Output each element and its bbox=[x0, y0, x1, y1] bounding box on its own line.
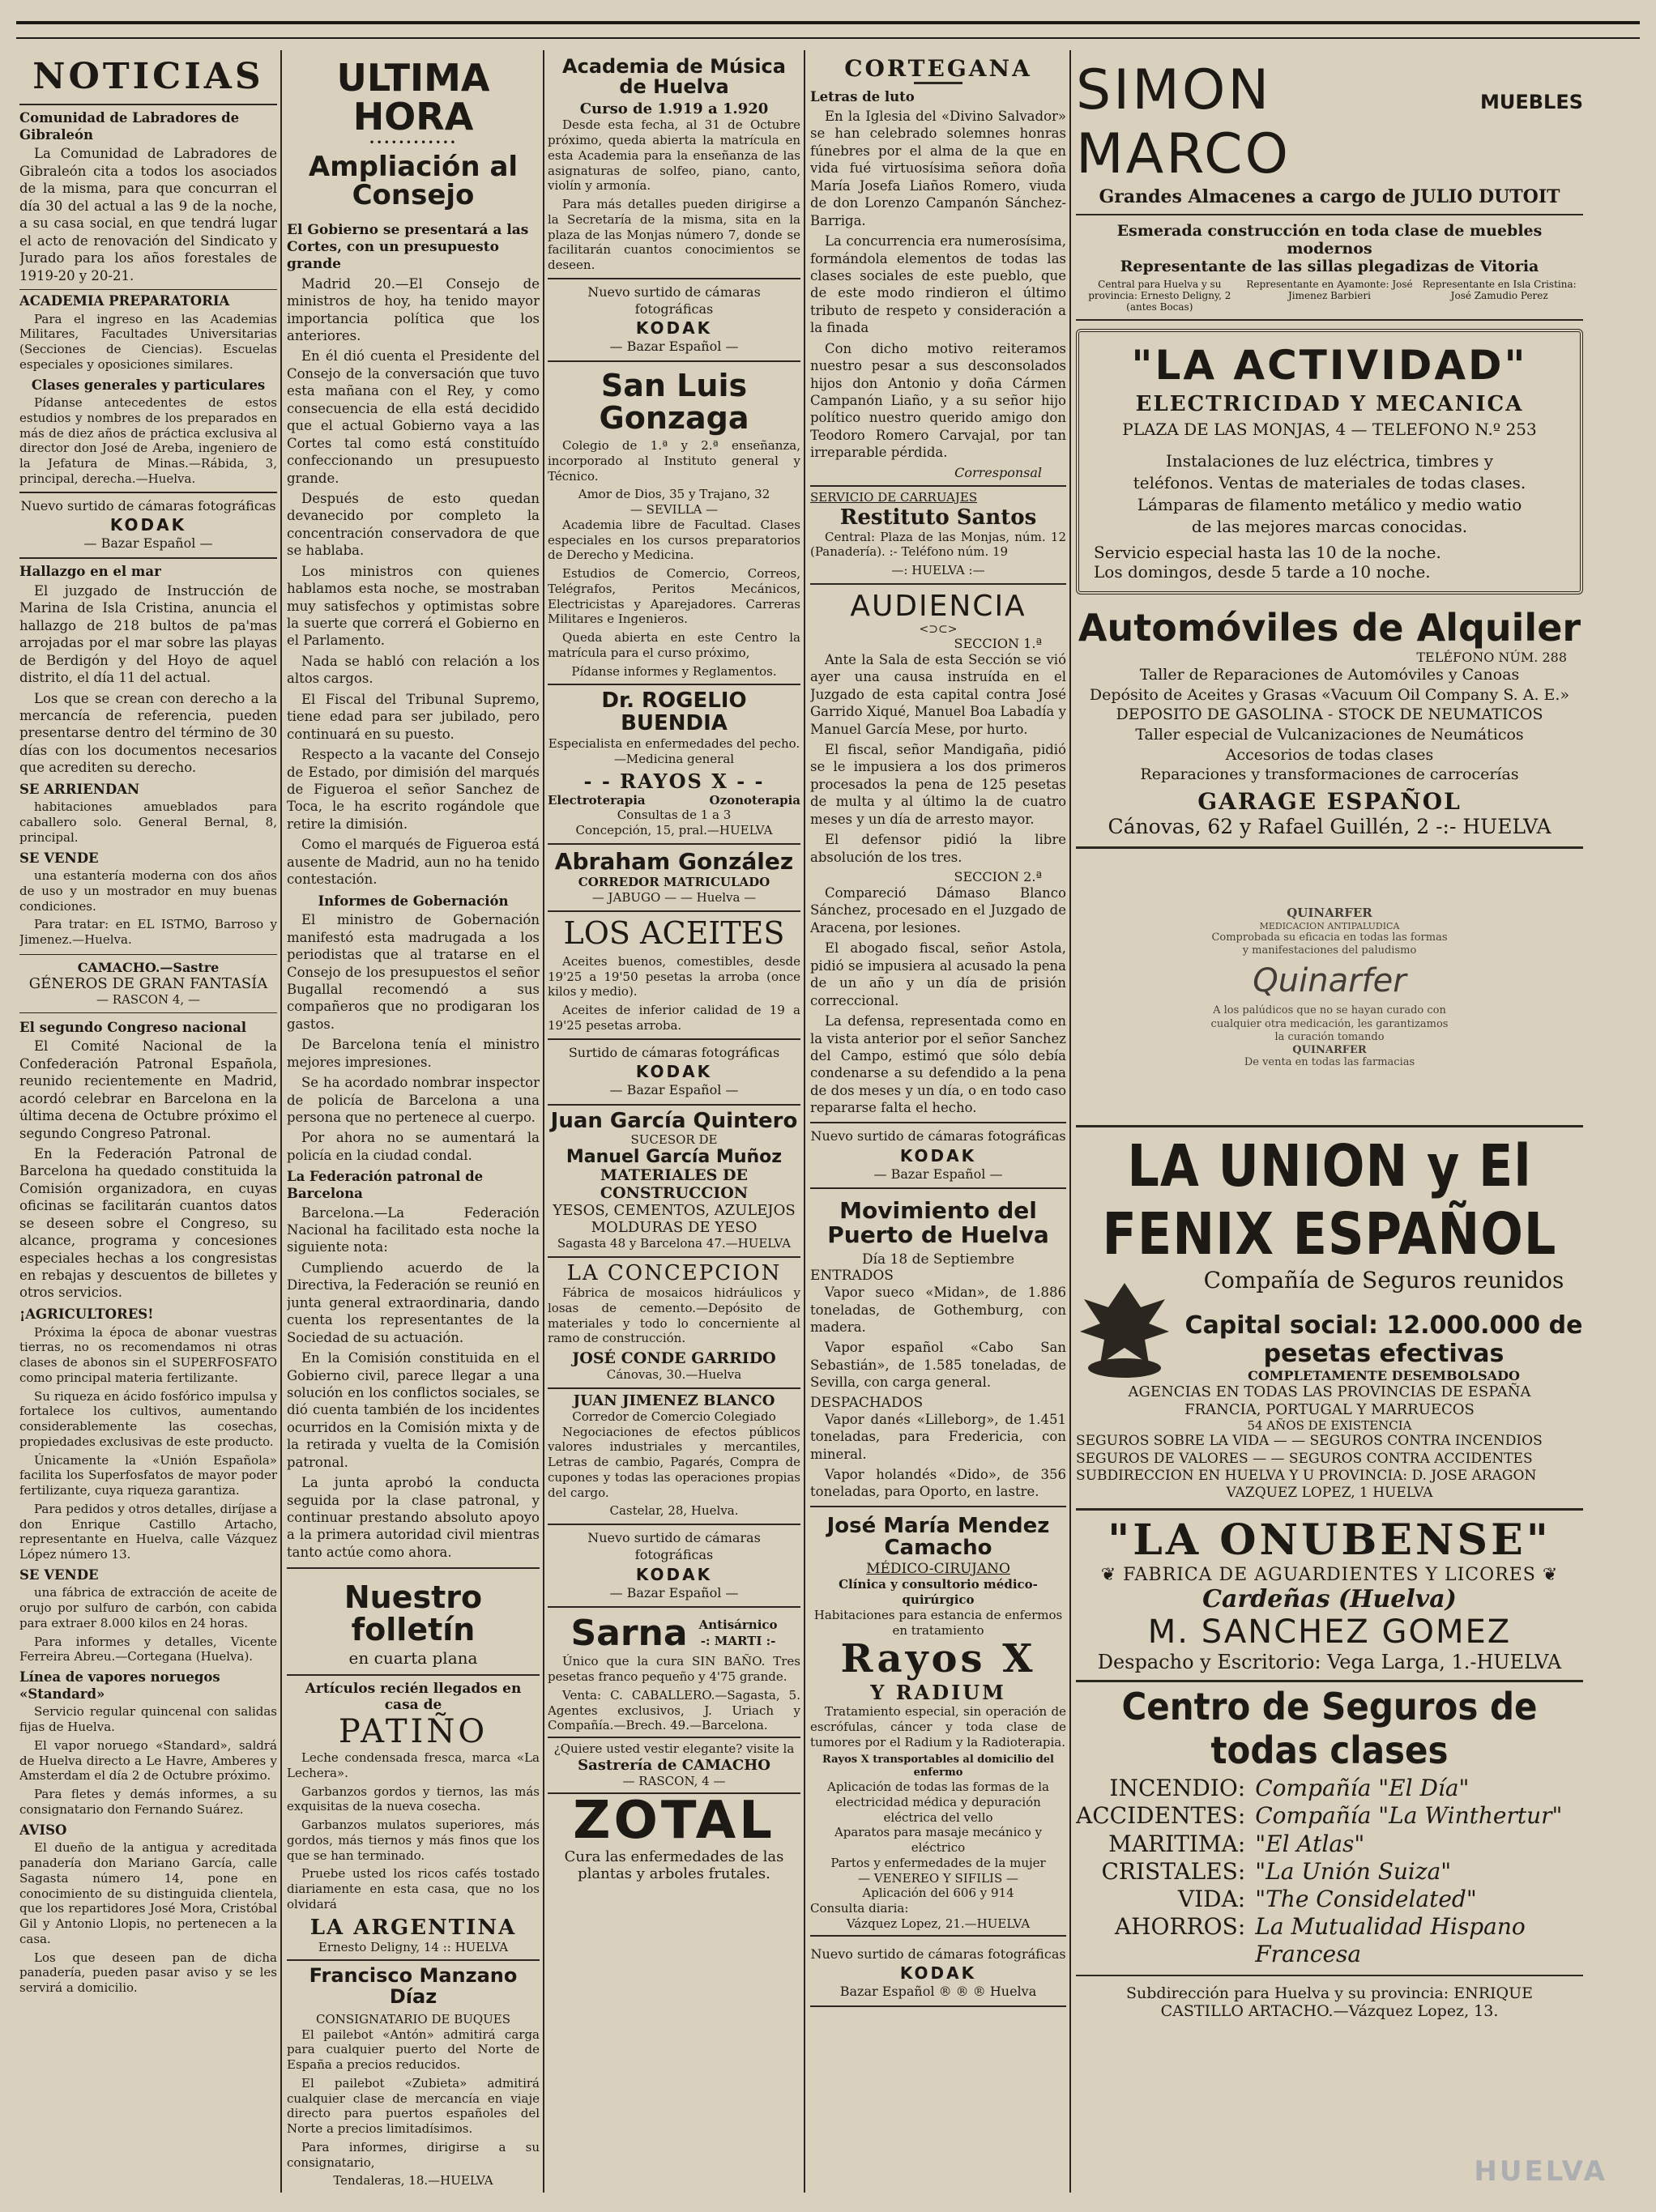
fenix-p9: SUBDIRECCION EN HUELVA Y U PROVINCIA: D. JOSE ARAGON bbox=[1076, 1467, 1537, 1484]
quintero-name: Juan García Quintero bbox=[550, 1109, 798, 1134]
quinarfer-top: QUINARFER bbox=[1287, 906, 1372, 921]
federacion-p4: La junta aprobó la conducta seguida por la clase patronal, y continuar prestando absoluto apoyo a la primera autoridad civil mientras tanto actúe como ahora. bbox=[287, 1475, 540, 1560]
camacho-addr: — RASCON 4, — bbox=[96, 991, 200, 1007]
seguro-company: Compañía "La Winthertur" bbox=[1255, 1802, 1563, 1830]
kodak-line1: Surtido de cámaras fotográficas bbox=[568, 1044, 780, 1060]
fenix-p7: SEGUROS SOBRE LA VIDA — — SEGUROS CONTRA INCENDIOS bbox=[1076, 1433, 1543, 1450]
kodak-line1: Nuevo surtido de cámaras fotográficas bbox=[587, 1530, 761, 1562]
audiencia-p5: El abogado fiscal, señor Astola, pidió se impusiera al acusado la pena de un año y un día de prisión correccional. bbox=[810, 940, 1066, 1008]
auto-p3: DEPOSITO DE GASOLINA - STOCK DE NEUMATICOS bbox=[1116, 705, 1543, 724]
despachados-title: DESPACHADOS bbox=[810, 1394, 924, 1411]
simon-p1: Esmerada construcción en toda clase de muebles modernos bbox=[1116, 222, 1543, 258]
sarna-p2: Venta: C. CABALLERO.—Sagasta, 5. Agentes exclusivos, J. Uriach y Compañía.—Brech. 49.—Barcelona. bbox=[548, 1687, 800, 1733]
column-noticias bbox=[19, 50, 277, 2193]
simon-rep-c: Representante en Isla Cristina: José Zamudio Perez bbox=[1422, 279, 1577, 301]
ampliacion-p3: Después de esto quedan devanecido por completo la concentración conservadora de que se hablaba. bbox=[287, 490, 540, 559]
conde-name: JOSÉ CONDE GARRIDO bbox=[572, 1349, 776, 1368]
onubense-title: "LA ONUBENSE" bbox=[1108, 1515, 1551, 1566]
mendez-p5: Rayos X transportables al domicilio del enfermo bbox=[822, 1753, 1054, 1779]
auto-p6: Reparaciones y transformaciones de carrocerías bbox=[1140, 765, 1519, 784]
aviso-text2: Los que deseen pan de dicha panadería, pueden pasar aviso y se les servirá a domicilio. bbox=[19, 1950, 277, 1996]
camacho-ad bbox=[19, 954, 277, 1013]
congreso-title: El segundo Congreso nacional bbox=[19, 1019, 247, 1035]
seguro-company: "El Atlas" bbox=[1255, 1830, 1365, 1857]
manzano-p1: El pailebot «Antón» admitirá carga para cualquier puerto del Norte de España a precios reducidos. bbox=[287, 2027, 540, 2072]
vapores-text1: Servicio regular quincenal con salidas fijas de Huelva. bbox=[19, 1704, 277, 1735]
kodak-ad bbox=[548, 278, 800, 362]
mendez-p8: Partos y enfermedades de la mujer bbox=[830, 1855, 1046, 1870]
simon-name: SIMON MARCO bbox=[1076, 58, 1291, 186]
quintero-mat: MATERIALES DE CONSTRUCCION bbox=[600, 1166, 749, 1203]
actividad-p3: Instalaciones de luz eléctrica, timbres y teléfonos. Ventas de materiales de todas clases. Lámparas de filamento metálico y medio watio de las mejores marcas conocidas. bbox=[1133, 451, 1526, 536]
kodak-line1: Nuevo surtido de cámaras fotográficas bbox=[810, 1127, 1066, 1144]
musica-curso: Curso de 1.919 a 1.920 bbox=[579, 100, 769, 118]
section-header-noticias: NOTICIAS bbox=[19, 50, 277, 105]
agricultores-title: ¡AGRICULTORES! bbox=[19, 1306, 154, 1322]
auto-p5: Accesorios de todas clases bbox=[1225, 745, 1434, 764]
seguro-company: Compañía "El Día" bbox=[1255, 1775, 1470, 1802]
entrados-title: ENTRADOS bbox=[810, 1268, 894, 1285]
manzano-sub: CONSIGNATARIO DE BUQUES bbox=[315, 2011, 511, 2027]
audiencia-p4: Compareció Dámaso Blanco Sánchez, procesado en el Juzgado de Aracena, por lesiones. bbox=[810, 885, 1066, 936]
puerto-p3: Vapor danés «Lilleborg», de 1.451 toneladas, para Fredericia, con mineral. bbox=[810, 1411, 1066, 1462]
jimenez-p2: Negociaciones de efectos públicos valores industriales y mercantiles, Letras de cambio, Pagarés, Compra de cupones y todas las operaciones propias del cargo. bbox=[548, 1424, 800, 1500]
seguro-company: "La Unión Suiza" bbox=[1255, 1857, 1452, 1885]
simon-sub: Grandes Almacenes a cargo de JULIO DUTOIT bbox=[1099, 186, 1560, 207]
audiencia-p1: Ante la Sala de esta Sección se vió ayer una causa instruída en el Juzgado de esta capital contra José Garrido Xiqué, Manuel Boa Labadía y Manuel García Mese, por hurto. bbox=[810, 651, 1066, 737]
separator bbox=[287, 1567, 540, 1569]
abraham-p1: CORREDOR MATRICULADO bbox=[578, 875, 770, 890]
kodak-line2: — Bazar Español — bbox=[609, 1082, 739, 1098]
vende1-text: una estantería moderna con dos años de uso y un mostrador en muy buenas condiciones. bbox=[19, 868, 277, 914]
seccion2-title: SECCION 2.ª bbox=[954, 869, 1042, 885]
federacion-p3: En la Comisión constituida en el Gobierno civil, parece llegar a una solución en los conflictos sociales, se dió cuenta también de los incidentes ocurridos en la Comisión mixta y de la retirada y vuelta de la Comisión patronal. bbox=[287, 1350, 540, 1470]
sastreria-3: — RASCON, 4 — bbox=[548, 1774, 800, 1794]
aviso-text1: El dueño de la antigua y acreditada panadería don Mariano García, calle Sagasta número 14, pone en conocimiento de su distinguida clientela, que los repartidores José Mora, Cristóbal Gil y Antonio Llopis, no pertenecen a la casa. bbox=[19, 1840, 277, 1946]
gobernacion-p1: El ministro de Gobernación manifestó esta madrugada a los periodistas que al tratarse en el Consejo de los presupuestos el señor Bugallal recomendó a sus compañeros que no prodigaran los gastos. bbox=[287, 912, 540, 1032]
column-anuncios-1 bbox=[548, 50, 800, 2193]
luto-p1: En la Iglesia del «Divino Salvador» se han celebrado solemnes honras fúnebres por el alma de la que en vida fué virtuosísima señora doña María Josefa Liaños Romero, viuda de don Lorenzo Campanón Sánchez-Barriga. bbox=[810, 109, 1066, 228]
camacho-line: GÉNEROS DE GRAN FANTASÍA bbox=[28, 974, 268, 992]
seguro-company: La Mutualidad Hispano Francesa bbox=[1255, 1913, 1526, 1968]
manzano-p2: El pailebot «Zubieta» admitirá cualquier clase de mercancía en viaje directo para puertos españoles del Norte a precios limitadísimos. bbox=[287, 2075, 540, 2136]
corresponsal: Corresponsal bbox=[810, 465, 1066, 487]
gonzaga-name: San Luis Gonzaga bbox=[599, 368, 749, 437]
gonzaga-p1: Colegio de 1.ª y 2.ª enseñanza, incorporado al Instituto general y Técnico. bbox=[548, 438, 800, 484]
vapores-text2: El vapor noruego «Standard», saldrá de Huelva directo a Le Havre, Amberes y Amsterdam el día 2 de Octubre próximo. bbox=[19, 1737, 277, 1784]
actividad-p4: Servicio especial hasta las 10 de la noche. bbox=[1094, 543, 1441, 562]
actividad-p1: ELECTRICIDAD Y MECANICA bbox=[1135, 392, 1524, 416]
folletin-sub: en cuarta plana bbox=[287, 1648, 540, 1676]
seguro-kind: AHORROS: bbox=[1114, 1913, 1246, 1941]
gonzaga-city: — SEVILLA — bbox=[630, 502, 719, 518]
santos-name: Restituto Santos bbox=[839, 505, 1037, 530]
arriendan-title: SE ARRIENDAN bbox=[19, 781, 140, 797]
quintero-mat3: MOLDURAS DE YESO bbox=[591, 1219, 758, 1237]
sarna-r1: Antisárnico bbox=[698, 1617, 778, 1633]
fenix-p5: FRANCIA, PORTUGAL Y MARRUECOS bbox=[1184, 1400, 1475, 1418]
audiencia-header: AUDIENCIA bbox=[850, 589, 1026, 623]
simon-rep-b: Representante en Ayamonte: José Jimenez Barbieri bbox=[1246, 279, 1413, 301]
seguro-kind: INCENDIO: bbox=[1109, 1775, 1246, 1802]
hallazgo-text1: El juzgado de Instrucción de Marina de Isla Cristina, anuncia el hallazgo de 218 bultos de pa'mas arrojadas por el mar sobre las playas de Berdigón y del Hoyo de aquel distrito, el día 11 del actual. bbox=[19, 582, 277, 686]
audiencia-ornament: <⊃⊂> bbox=[919, 622, 958, 636]
manzano-addr: Tendaleras, 18.—HUELVA bbox=[333, 2173, 493, 2189]
cortegana-header: CORTEGANA bbox=[844, 55, 1032, 82]
academia-text: Para el ingreso en las Academias Militares, Facultades Universitarias (Secciones de Ciencias). Escuelas especiales y oposiciones similares. bbox=[19, 311, 277, 372]
gobernacion-p2: De Barcelona tenía el ministro mejores impresiones. bbox=[287, 1037, 540, 1070]
audiencia-p3: El defensor pidió la libre absolución de los tres. bbox=[810, 832, 1066, 865]
musica-p2: Para más detalles pueden dirigirse a la Secretaría de la misma, sita en la plaza de las Monjas número 7, donde se facilitarán cuantos conocimientos se deseen. bbox=[548, 197, 800, 273]
auto-p1: Taller de Reparaciones de Automóviles y Canoas bbox=[1139, 666, 1520, 684]
kodak-brand: KODAK bbox=[899, 1963, 977, 1984]
top-rule-thin bbox=[16, 37, 1640, 39]
seguro-kind: MARITIMA: bbox=[1108, 1830, 1246, 1857]
ornament bbox=[914, 82, 962, 84]
manzano-p3: Para informes, dirigirse a su consignatario, bbox=[287, 2139, 540, 2170]
aceites-title: LOS ACEITES bbox=[563, 914, 785, 951]
sarna-title: Sarna bbox=[570, 1613, 688, 1655]
actividad-p2: PLAZA DE LAS MONJAS, 4 — TELEFONO N.º 253 bbox=[1122, 420, 1537, 439]
argentina-addr: Ernesto Deligny, 14 :: HUELVA bbox=[287, 1940, 540, 1962]
quinarfer-p1: Comprobada su eficacia en todas las formas y manifestaciones del paludismo bbox=[1211, 931, 1448, 957]
garage-addr: Cánovas, 62 y Rafael Guillén, 2 -:- HUELVA bbox=[1076, 815, 1583, 849]
fenix-p6: 54 AÑOS DE EXISTENCIA bbox=[1247, 1418, 1412, 1434]
ampliacion-p6: El Fiscal del Tribunal Supremo, tiene edad para ser jubilado, pero continuará en su puesto. bbox=[287, 691, 540, 742]
mendez-p9: — VENEREO Y SIFILIS — bbox=[857, 1870, 1019, 1886]
ampliacion-p7: Respecto a la vacante del Consejo de Estado, por dimisión del marqués de Figueroa el señor Sanchez de Toca, le ha escrito rogándole que retire la dimisión. bbox=[287, 747, 540, 832]
separator bbox=[1076, 214, 1583, 215]
vende2-text2: Para informes y detalles, Vicente Ferreira Abreu.—Cortegana (Huelva). bbox=[19, 1634, 277, 1664]
kodak-brand: KODAK bbox=[109, 515, 187, 535]
puerto-p1: Vapor sueco «Midan», de 1.886 toneladas, de Gothemburg, con madera. bbox=[810, 1285, 1066, 1335]
patino-p2: Garbanzos gordos y tiernos, las más exquisitas de la nueva cosecha. bbox=[287, 1784, 540, 1814]
zotal-sub: Cura las enfermedades de las plantas y arboles frutales. bbox=[564, 1848, 784, 1882]
musica-title: Academia de Música de Huelva bbox=[562, 55, 786, 99]
gobernacion-title: Informes de Gobernación bbox=[318, 893, 509, 909]
kodak-brand: KODAK bbox=[635, 1564, 713, 1584]
kodak-line1: Nuevo surtido de cámaras fotográficas bbox=[20, 497, 276, 514]
column-anuncios-2 bbox=[1076, 50, 1583, 2193]
vapores-title: Línea de vapores noruegos «Standard» bbox=[19, 1669, 220, 1702]
labradores-title: Comunidad de Labradores de Gibraleón bbox=[19, 110, 240, 143]
mendez-rayosx: Rayos X bbox=[840, 1636, 1036, 1682]
buendia-p1: Especialista en enfermedades del pecho.—Medicina general bbox=[548, 735, 800, 766]
kodak-ad bbox=[19, 492, 277, 560]
actividad-ad bbox=[1076, 329, 1583, 595]
academia-sub: Clases generales y particulares bbox=[31, 377, 266, 393]
centro-subdir: Subdirección para Huelva y su provincia: ENRIQUE CASTILLO ARTACHO.—Vázquez Lopez, 13. bbox=[1076, 1975, 1583, 2020]
seguro-kind: VIDA: bbox=[1177, 1885, 1246, 1912]
fenix-p10: VAZQUEZ LOPEZ, 1 HUELVA bbox=[1076, 1485, 1583, 1511]
buendia-right: Ozonoterapia bbox=[709, 793, 800, 808]
puerto-p2: Vapor español «Cabo San Sebastián», de 1.585 toneladas, de Sevilla, con carga general. bbox=[810, 1340, 1066, 1391]
sarna-r2: -: MARTI :- bbox=[700, 1633, 776, 1648]
simon-marco-ad bbox=[1076, 50, 1583, 186]
column-divider bbox=[804, 50, 805, 2193]
quintero-addr: Sagasta 48 y Barcelona 47.—HUELVA bbox=[548, 1236, 800, 1258]
column-divider bbox=[280, 50, 282, 2193]
mendez-p6: Aplicación de todas las formas de la electricidad médica y depuración eléctrica del vello bbox=[827, 1779, 1049, 1825]
auto-p4: Taller especial de Vulcanizaciones de Neumáticos bbox=[1135, 726, 1524, 744]
simon-reps bbox=[1076, 275, 1583, 321]
manzano-name: Francisco Manzano Díaz bbox=[309, 1964, 518, 2008]
mendez-radium: Y RADIUM bbox=[870, 1681, 1006, 1705]
gonzaga-p5: Pídanse informes y Reglamentos. bbox=[548, 664, 800, 686]
abraham-p2: — JABUGO — — Huelva — bbox=[548, 890, 800, 912]
mendez-p10: Aplicación del 606 y 914 bbox=[862, 1886, 1014, 1901]
kodak-line2: — Bazar Español — bbox=[873, 1166, 1003, 1182]
gobernacion-p4: Por ahora no se aumentará la policía en la ciudad condal. bbox=[287, 1130, 540, 1163]
mendez-p7: Aparatos para masaje mecánico y eléctrico bbox=[834, 1825, 1043, 1856]
fenix-p3: COMPLETAMENTE DESEMBOLSADO bbox=[1248, 1368, 1520, 1384]
onubense-p4: Despacho y Escritorio: Vega Larga, 1.-HUELVA bbox=[1076, 1651, 1583, 1682]
fenix-block bbox=[1076, 1267, 1583, 1383]
centro-title: Centro de Seguros de todas clases bbox=[1121, 1685, 1538, 1773]
phoenix-icon bbox=[1076, 1267, 1173, 1380]
patino-p1: Leche condensada fresca, marca «La Lechera». bbox=[287, 1750, 540, 1780]
puerto-p4: Vapor holandés «Dido», de 356 toneladas, para Oporto, en lastre. bbox=[810, 1466, 1066, 1507]
seguro-kind: ACCIDENTES: bbox=[1076, 1802, 1246, 1830]
santos-p2: —: HUELVA :— bbox=[810, 563, 1066, 585]
kodak-brand: KODAK bbox=[635, 1062, 713, 1082]
section-header-ultima-hora: ULTIMA HORA bbox=[336, 56, 490, 139]
quintero-mat2: YESOS, CEMENTOS, AZULEJOS bbox=[553, 1202, 796, 1220]
quinarfer-p2: A los palúdicos que no se hayan curado con cualquier otra medicación, les garantizamos la curación tomando bbox=[1210, 1004, 1449, 1043]
ampliacion-p8: Como el marqués de Figueroa está ausente de Madrid, aun no ha tenido contestación. bbox=[287, 837, 540, 888]
top-rule bbox=[16, 21, 1640, 24]
auto-p2: Depósito de Aceites y Grasas «Vacuum Oil Company S. A. E.» bbox=[1089, 685, 1570, 704]
buendia-name: Dr. ROGELIO BUENDIA bbox=[601, 688, 747, 735]
onubense-p1: ❦ FABRICA DE AGUARDIENTES Y LICORES ❦ bbox=[1100, 1565, 1559, 1586]
aceites-p2: Aceites de inferior calidad de 19 a 19'25 pesetas arroba. bbox=[548, 1003, 800, 1033]
buendia-services bbox=[548, 793, 800, 808]
column-divider bbox=[543, 50, 544, 2193]
seguros-list bbox=[1076, 1775, 1583, 1968]
gonzaga-p4: Queda abierta en este Centro la matrícula para el curso próximo, bbox=[548, 630, 800, 660]
kodak-line2: — Bazar Español — bbox=[83, 535, 213, 552]
seguro-kind: CRISTALES: bbox=[1101, 1857, 1246, 1885]
federacion-p1: Barcelona.—La Federación Nacional ha facilitado esta noche la siguiente nota: bbox=[287, 1204, 540, 1255]
agricultores-text4: Para pedidos y otros detalles, diríjase a don Enrique Castillo Artacho, representante en Huelva, calle Vázquez López número 13. bbox=[19, 1501, 277, 1562]
agricultores-text3: Únicamente la «Unión Española» facilita los Superfosfatos de mayor poder fertilizante, cuya riqueza garantiza. bbox=[19, 1452, 277, 1498]
luto-p3: Con dicho motivo reiteramos nuestro pesar a sus desconsolados hijos don Antonio y doña Cármen Campanón Liaño, y a su señor hijo político nuestro querido amigo don Teodoro Romero Carvajal, por tan irreparable pérdida. bbox=[810, 340, 1066, 461]
auto-tel: TELÉFONO NÚM. 288 bbox=[1416, 650, 1567, 665]
zotal-title: ZOTAL bbox=[573, 1790, 775, 1851]
quinarfer-sub: MEDICACION ANTIPALUDICA bbox=[1259, 920, 1400, 931]
onubense-p3: M. SANCHEZ GOMEZ bbox=[1147, 1613, 1512, 1652]
patino-name: PATIÑO bbox=[338, 1713, 489, 1751]
column-divider bbox=[1069, 50, 1071, 2193]
academia-text2: Pídanse antecedentes de estos estudios y nombres de los preparados en más de diez años de práctica exclusiva al director don José de Areba, ingeniero de la Jefatura de Minas.—Rábida, 3, principal, derecha.—Huelva. bbox=[19, 395, 277, 486]
musica-p1: Desde esta fecha, al 31 de Octubre próximo, queda abierta la matrícula en esta Academia para la enseñanza de las asignaturas de solfeo, piano, canto, violín y armonía. bbox=[548, 117, 800, 194]
quinarfer-name: Quinarfer bbox=[1253, 962, 1406, 1000]
aceites-p1: Aceites buenos, comestibles, desde 19'25 a 19'50 pesetas la arroba (once kilos y medio). bbox=[548, 953, 800, 999]
kodak-line1: Nuevo surtido de cámaras fotográficas bbox=[587, 283, 761, 317]
kodak-ad bbox=[548, 1038, 800, 1106]
actividad-p5: Los domingos, desde 5 tarde a 10 noche. bbox=[1094, 562, 1431, 582]
fenix-p4: AGENCIAS EN TODAS LAS PROVINCIAS DE ESPAÑA bbox=[1128, 1383, 1531, 1401]
ampliacion-headline: Ampliación al Consejo bbox=[308, 150, 519, 212]
agricultores-text1: Próxima la época de abonar vuestras tierras, no os recomendamos ni otras clases de abonos sin el SUPERFOSFATO como principal materia fertilizante. bbox=[19, 1324, 277, 1385]
patino-pre: Artículos recién llegados en casa de bbox=[305, 1681, 522, 1714]
garage-name: GARAGE ESPAÑOL bbox=[1197, 788, 1462, 816]
quinarfer-p4: De venta en todas las farmacias bbox=[1244, 1056, 1415, 1069]
column-cortegana bbox=[810, 50, 1066, 2193]
onubense-p2: Cardeñas (Huelva) bbox=[1202, 1585, 1457, 1614]
buendia-left: Electroterapia bbox=[548, 793, 646, 808]
abraham-name: Abraham González bbox=[554, 847, 794, 875]
kodak-brand: KODAK bbox=[899, 1145, 977, 1166]
sastreria-2: Sastrería de CAMACHO bbox=[578, 1756, 770, 1774]
simon-rep-a: Central para Huelva y su provincia: Ernesto Deligny, 2 (antes Bocas) bbox=[1088, 279, 1231, 313]
kodak-line2: Bazar Español ® ® ® Huelva bbox=[839, 1984, 1037, 2000]
quinarfer-p3: QUINARFER bbox=[1292, 1044, 1367, 1057]
vende2-text: una fábrica de extracción de aceite de orujo por sulfuro de carbón, con cabida para extraer 8.000 kilos en 24 horas. bbox=[19, 1585, 277, 1630]
sastreria-1: ¿Quiere usted vestir elegante? visite la bbox=[548, 1737, 800, 1757]
gobernacion-p3: Se ha acordado nombrar inspector de policía de Barcelona a una persona que no pertenece al cuerpo. bbox=[287, 1075, 540, 1126]
federacion-p2: Cumpliendo acuerdo de la Directiva, la Federación se reunió en junta general extraordinaria, dando cuenta los representantes de la Sociedad de su actuación. bbox=[287, 1259, 540, 1345]
kodak-ad bbox=[810, 1941, 1066, 2008]
puerto-header: Movimiento del Puerto de Huelva bbox=[827, 1197, 1049, 1248]
vende1-title: SE VENDE bbox=[19, 850, 99, 866]
ampliacion-p4: Los ministros con quienes hablamos esta noche, se mostraban muy satisfechos y optimistas sobre la suerte que correrá el Gobierno en el Parlamento. bbox=[287, 563, 540, 649]
buendia-addr: Concepción, 15, pral.—HUELVA bbox=[548, 823, 800, 845]
agricultores-text2: Su riqueza en ácido fosfórico impulsa y fortalece los cultivos, aumentando considerablemente las cosechas, propiedades exclusivas de este producto. bbox=[19, 1388, 277, 1449]
gonzaga-p2: Academia libre de Facultad. Clases especiales en los cursos preparatorios de Derecho y Medicina. bbox=[548, 517, 800, 563]
hallazgo-title: Hallazgo en el mar bbox=[19, 564, 161, 580]
quintero-predecessor: Manuel García Muñoz bbox=[566, 1147, 783, 1168]
mendez-p4: Tratamiento especial, sin operación de escrófulas, cáncer y toda clase de tumores por el Radium y la Radioterapia. bbox=[810, 1704, 1066, 1750]
congreso-text2: En la Federación Patronal de Barcelona ha quedado constituida la Comisión organizadora, en cuyas oficinas se facilitarán cuantos datos se deseen sobre el Congreso, su alcance, programa y concesiones especiales hechas a los congresistas en rebajas y descuentos de billetes y otros servicios. bbox=[19, 1145, 277, 1301]
hallazgo-text2: Los que se crean con derecho a la mercancía de referencia, pueden presentarse dentro del término de 30 días con los documentos necesarios que acrediten su derecho. bbox=[19, 690, 277, 776]
audiencia-p2: El fiscal, señor Mandigaña, pidió se le impusiera a los dos primeros procesados la pena de 125 pesetas de multa y al último la de cuatro meses y un día de arresto mayor. bbox=[810, 741, 1066, 827]
seguro-company: "The Considelated" bbox=[1255, 1885, 1477, 1912]
vende1-text2: Para tratar: en EL ISTMO, Barroso y Jimenez.—Huelva. bbox=[19, 917, 277, 948]
labradores-text: La Comunidad de Labradores de Gibraleón cita a todos los asociados de la misma, para que concurran el día 30 del actual a las 9 de la noche, a su casa social, en que tendrá lugar el acto de renovación del Sindicato y Jurado para los años forestales de 1919-20 y 20-21. bbox=[19, 146, 277, 283]
jimenez-name: JUAN JIMENEZ BLANCO bbox=[573, 1392, 775, 1409]
seccion1-title: SECCION 1.ª bbox=[954, 635, 1042, 651]
jimenez-addr: Castelar, 28, Huelva. bbox=[609, 1503, 739, 1519]
mendez-p3: Habitaciones para estancia de enfermos en tratamiento bbox=[813, 1607, 1063, 1638]
fenix-p2: Capital social: 12.000.000 de pesetas efectivas bbox=[1184, 1311, 1583, 1369]
simon-p2: Representante de las sillas plegadizas de Vitoria bbox=[1120, 258, 1539, 275]
santos-p1: Central: Plaza de las Monjas, núm. 12 (Panadería). :- Teléfono núm. 19 bbox=[810, 529, 1066, 560]
luto-title: Letras de luto bbox=[810, 89, 915, 105]
puerto-date: Día 18 de Septiembre bbox=[861, 1251, 1015, 1268]
ampliacion-sub: El Gobierno se presentará a las Cortes, con un presupuesto grande bbox=[287, 221, 529, 273]
sarna-ad bbox=[548, 1613, 800, 1654]
mendez-name: José María Mendez Camacho bbox=[826, 1513, 1050, 1561]
folletin-headline: Nuestro folletín bbox=[344, 1579, 483, 1648]
ampliacion-p1: Madrid 20.—El Consejo de ministros de hoy, ha tenido mayor importancia política que los anteriores. bbox=[287, 275, 540, 344]
sarna-p1: Único que la cura SIN BAÑO. Tres pesetas franco pequeño y 4'75 grande. bbox=[548, 1654, 800, 1685]
concepcion-title: LA CONCEPCION bbox=[566, 1261, 782, 1286]
mendez-p1: MÉDICO-CIRUJANO bbox=[866, 1561, 1010, 1578]
ampliacion-p2: En él dió cuenta el Presidente del Consejo de la conversación que tuvo esta mañana con el Rey, y como consecuencia de ella está decidido que el actual Gobierno vaya a las Cortes tal como está constituído confeccionando un presupuesto grande. bbox=[287, 348, 540, 486]
audiencia-p6: La defensa, representada como en la vista anterior por el señor Sanchez del Campo, estimó que sólo debía condenarse a su defendido a la pena de dos meses y un día, o en todo caso repararse falta el hecho. bbox=[810, 1013, 1066, 1116]
aviso-title: AVISO bbox=[19, 1822, 67, 1838]
actividad-title: "LA ACTIVIDAD" bbox=[1131, 342, 1528, 389]
arriendan-text: habitaciones amueblados para caballero solo. General Bernal, 8, principal. bbox=[19, 799, 277, 845]
federacion-title: La Federación patronal de Barcelona bbox=[287, 1169, 484, 1201]
vende2-title: SE VENDE bbox=[19, 1566, 99, 1583]
patino-p4: Pruebe usted los ricos cafés tostado diariamente en esta casa, que no los olvidará bbox=[287, 1866, 540, 1912]
kodak-brand: KODAK bbox=[635, 318, 713, 339]
kodak-ad bbox=[548, 1524, 800, 1608]
ampliacion-p5: Nada se habló con relación a los altos cargos. bbox=[287, 653, 540, 687]
kodak-ad bbox=[810, 1122, 1066, 1190]
luto-p2: La concurrencia era numerosísima, formándola elementos de todas las clases sociales de este pueblo, que de este modo rindieron el último tributo de respeto y consideración a la finada bbox=[810, 233, 1066, 336]
conde-addr: Cánovas, 30.—Huelva bbox=[548, 1367, 800, 1389]
academia-title: ACADEMIA PREPARATORIA bbox=[19, 289, 277, 310]
kodak-line2: — Bazar Español — bbox=[609, 339, 739, 355]
fenix-title: LA UNION y El FENIX ESPAÑOL bbox=[1102, 1132, 1557, 1268]
fenix-p1: Compañía de Seguros reunidos bbox=[1203, 1267, 1564, 1294]
concepcion-p1: Fábrica de mosaicos hidráulicos y losas de cemento.—Depósito de materiales y todo lo concerniente al ramo de construcción. bbox=[548, 1285, 800, 1346]
buendia-hours: Consultas de 1 a 3 bbox=[617, 808, 732, 823]
kodak-line2: — Bazar Español — bbox=[609, 1584, 739, 1600]
watermark: HUELVA bbox=[1474, 2155, 1607, 2188]
patino-p3: Garbanzos mulatos superiores, más gordos, más tiernos y más finos que los que se han terminado. bbox=[287, 1818, 540, 1863]
simon-muebles: MUEBLES bbox=[1479, 91, 1583, 113]
fenix-p8: SEGUROS DE VALORES — — SEGUROS CONTRA ACCIDENTES bbox=[1076, 1450, 1533, 1467]
argentina-name: LA ARGENTINA bbox=[309, 1915, 517, 1940]
column-ultima-hora bbox=[287, 50, 540, 2193]
header-dots: •••••••••••• bbox=[369, 136, 458, 148]
quinarfer-ad bbox=[1208, 906, 1451, 1068]
mendez-p12: Vázquez Lopez, 21.—HUELVA bbox=[810, 1916, 1066, 1937]
gonzaga-p3: Estudios de Comercio, Correos, Telégrafos, Peritos Mecánicos, Electricistas y Aparejadores. Carreras Militares e Ingenieros. bbox=[548, 566, 800, 627]
mendez-p11: Consulta diaria: bbox=[810, 1901, 909, 1916]
carruajes-title: SERVICIO DE CARRUAJES bbox=[810, 489, 978, 505]
kodak-line1: Nuevo surtido de cámaras fotográficas bbox=[810, 1946, 1066, 1962]
gonzaga-addr: Amor de Dios, 35 y Trajano, 32 bbox=[578, 487, 770, 502]
auto-title: Automóviles de Alquiler bbox=[1078, 606, 1581, 650]
buendia-rayos: - - RAYOS X - - bbox=[583, 769, 765, 794]
congreso-text1: El Comité Nacional de la Confederación Patronal Española, reunido recientemente en Madrid, acordó celebrar en Barcelona en la última decena de Octubre próximo el segundo Congreso Patronal. bbox=[19, 1038, 277, 1141]
mendez-p2: Clínica y consultorio médico-quirúrgico bbox=[839, 1577, 1038, 1608]
vapores-text3: Para fletes y demás informes, a su consignatario don Fernando Suárez. bbox=[19, 1787, 277, 1817]
jimenez-p1: Corredor de Comercio Colegiado bbox=[572, 1409, 776, 1424]
camacho-title: CAMACHO.—Sastre bbox=[77, 959, 220, 975]
quintero-sucesor: SUCESOR DE bbox=[630, 1132, 718, 1148]
